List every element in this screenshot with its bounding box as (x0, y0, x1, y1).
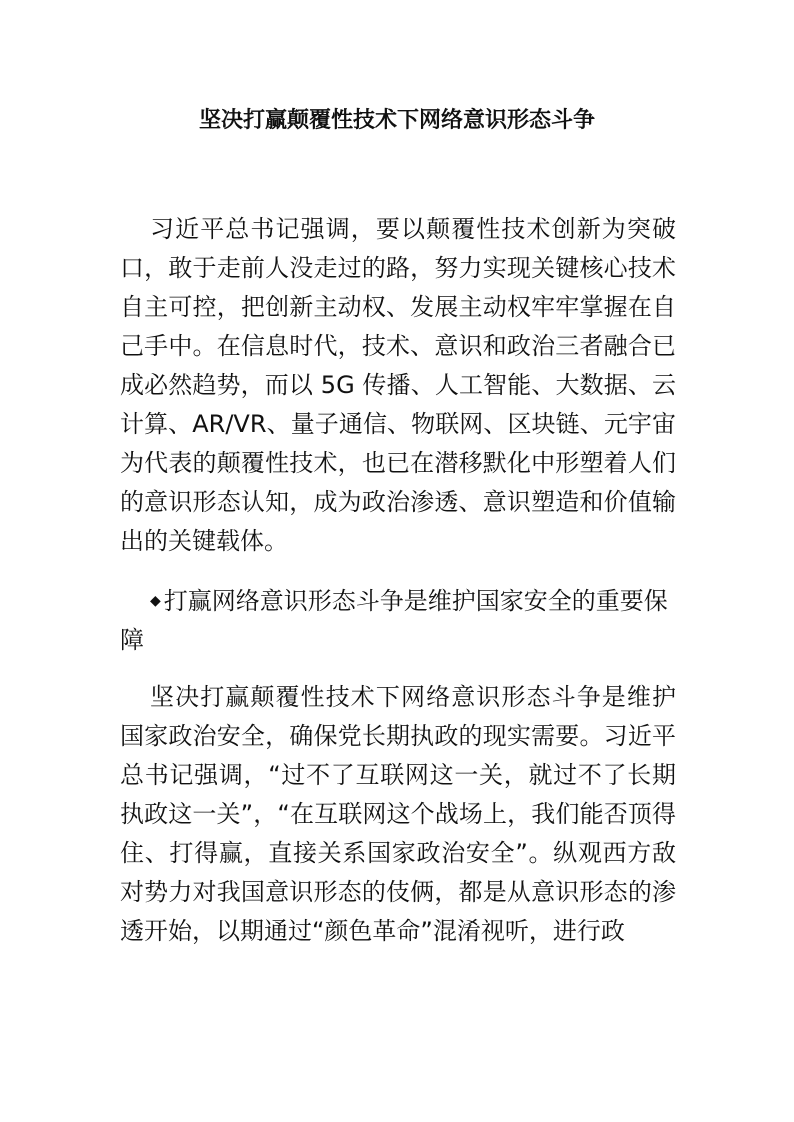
section-heading-text: 打赢网络意识形态斗争是维护国家安全的重要保障 (120, 587, 668, 654)
paragraph-block-1 (120, 210, 676, 561)
paragraph-block-2 (120, 678, 676, 951)
diamond-bullet-icon: ◆ (150, 593, 161, 609)
section-heading (120, 582, 676, 660)
paragraph-1: 习近平总书记强调，要以颠覆性技术创新为突破口，敢于走前人没走过的路，努力实现关键核心技术自主可控，把创新主动权、发展主动权牢牢掌握在自己手中。在信息时代，技术、意识和政治三者融合已成必然趋势，而以 5G 传播、人工智能、大数据、云计算、AR/VR、量子通信、物联网、区块链、元宇宙为代表的颠覆性技术，也已在潜移默化中形塑着人们的意识形态认知，成为政治渗透、意识塑造和价值输出的关键载体。 (120, 215, 676, 555)
document-title: 坚决打赢颠覆性技术下网络意识形态斗争 (198, 108, 595, 133)
paragraph-2: 坚决打赢颠覆性技术下网络意识形态斗争是维护国家政治安全，确保党长期执政的现实需要。习近平总书记强调，“过不了互联网这一关，就过不了长期执政这一关”，“在互联网这个战场上，我们能否顶得住、打得赢，直接关系国家政治安全”。纵观西方敌对势力对我国意识形态的伎俩，都是从意识形态的渗透开始，以期通过“颜色革命”混淆视听，进行政 (120, 683, 676, 945)
section-heading-block (120, 582, 676, 660)
